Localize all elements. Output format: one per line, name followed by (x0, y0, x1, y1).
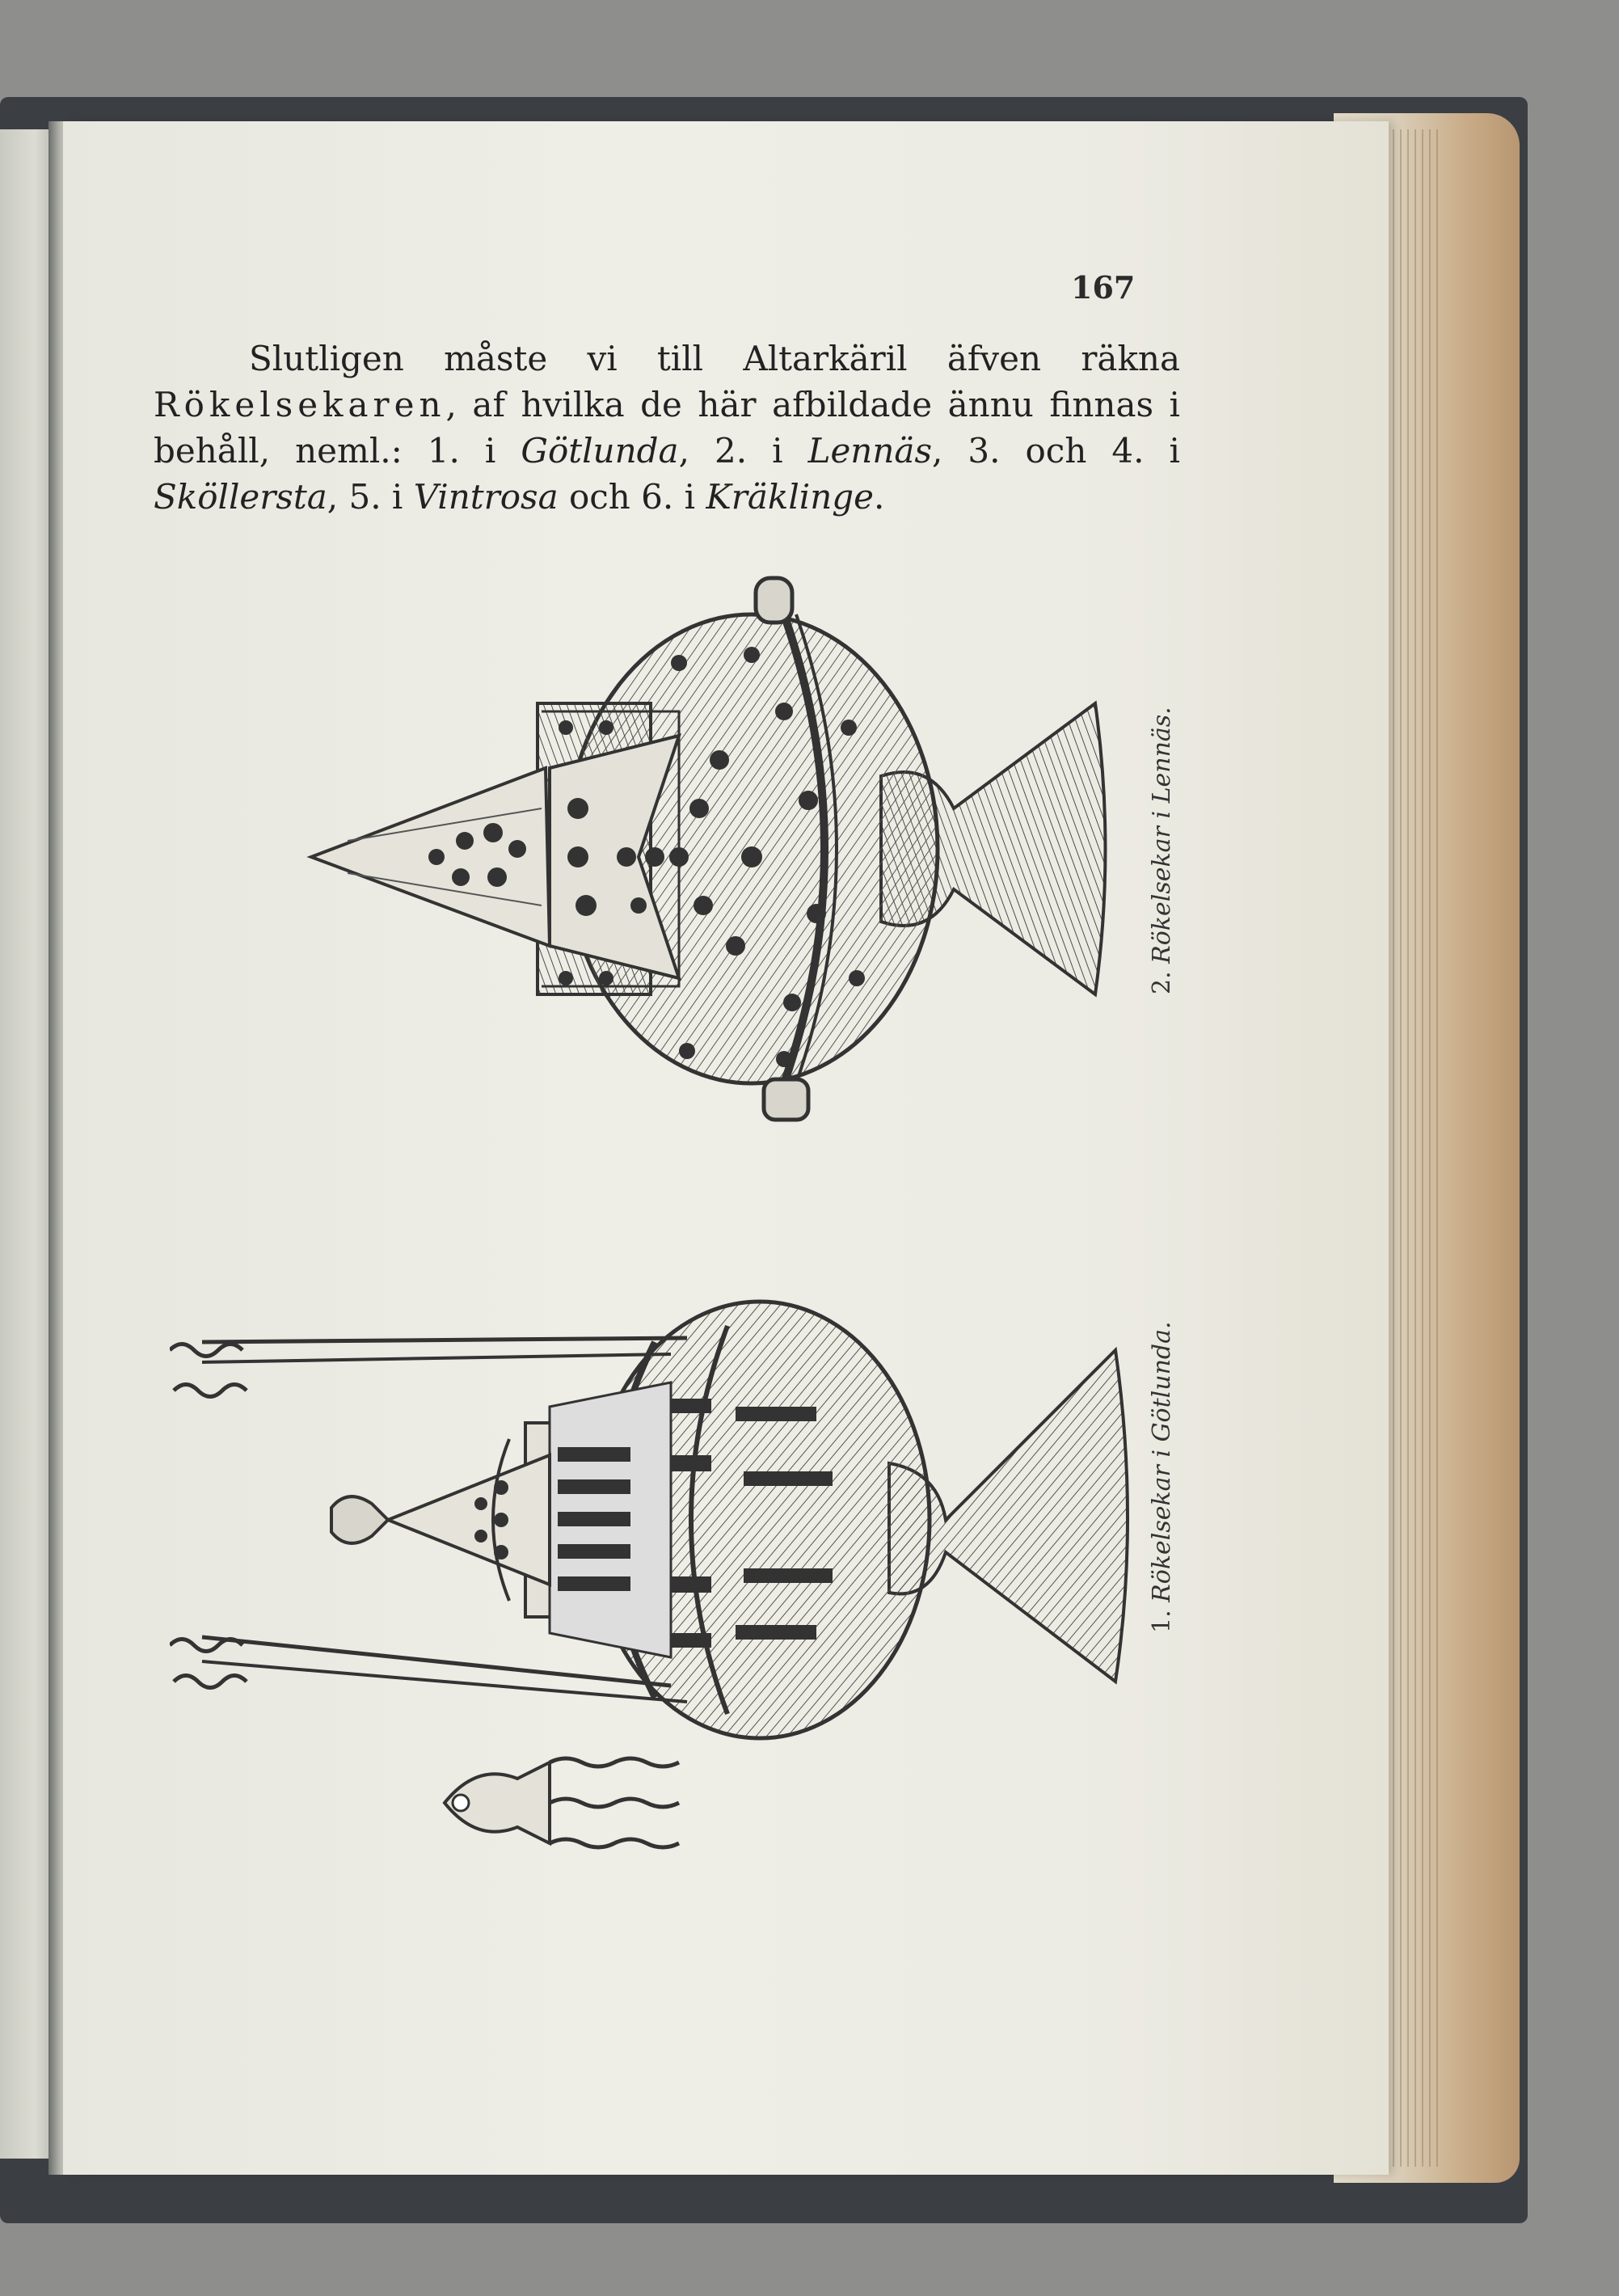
text-n2: , 2. i (678, 431, 808, 471)
text-after-term: , af hvilka de här afbildade ännu finnas i behåll, neml.: (154, 385, 1180, 471)
text-n1: 1. i (427, 431, 521, 471)
place-vintrosa: Vintrosa (413, 477, 559, 517)
censer-lennas-illustration (299, 566, 1124, 1148)
place-skollersta: Sköllersta (154, 477, 327, 517)
text-n3: , 3. och 4. i (932, 431, 1180, 471)
text-end: . (874, 477, 885, 517)
place-kraklinge: Kräklinge (706, 477, 874, 517)
text-n4: , 5. i (327, 477, 414, 517)
censer-gotlunda-illustration (170, 1277, 1140, 1892)
figure-2-caption (1148, 707, 1176, 994)
text-n5: och 6. i (558, 477, 706, 517)
body-paragraph (154, 336, 1180, 520)
figure-1-caption (1148, 1321, 1176, 1633)
figure-1-caption-text: Rökelsekar i Götlunda. (1148, 1321, 1176, 1602)
figure-2-number: 2. (1148, 971, 1176, 994)
place-gotlunda: Götlunda (521, 431, 679, 471)
page-number: 167 (1071, 269, 1136, 306)
text-intro: Slutligen måste vi till Altarkäril äfven räkna (249, 339, 1180, 378)
figure-1-number: 1. (1148, 1610, 1176, 1633)
place-lennas: Lennäs (807, 431, 933, 471)
figure-2-caption-text: Rökelsekar i Lennäs. (1148, 707, 1176, 964)
term-rokelsekaren: Rökelsekaren (154, 385, 446, 424)
